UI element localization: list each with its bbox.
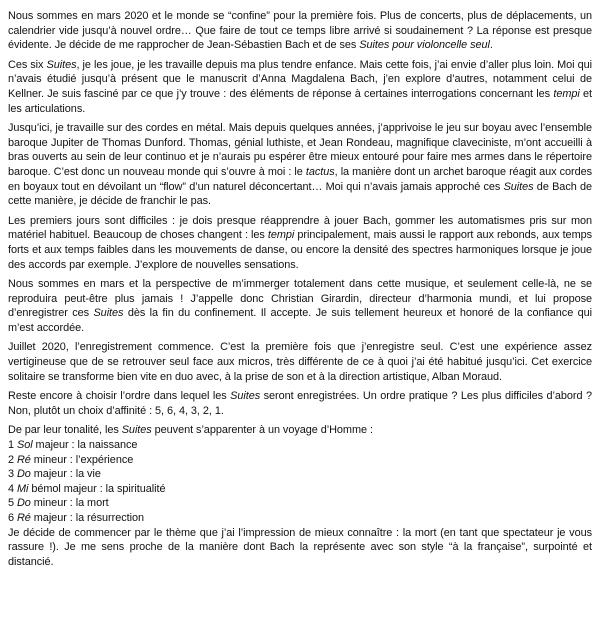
- list-item: [8, 511, 592, 526]
- italic-text: Suites: [46, 58, 77, 71]
- paragraph-5: [8, 277, 592, 335]
- italic-text: Suites: [230, 390, 261, 403]
- text-run: de Bach de cette manière, je décide de franchir le pas.: [8, 180, 593, 208]
- italic-text: Mi: [16, 482, 29, 495]
- text-run: Jusqu’ici, je travaille sur des cordes en métal. Mais depuis quelques années, j’apprivoise le jeu sur boyau avec l’ensemble baroque Jupiter de Thomas Dunford. Thomas, génial luthiste, et Jean Rondeau, magnifique claveciniste, m’ont accueilli à bras ouverts au sein de leur continuo et je n’aurais pu espérer être mieux entouré pour faire mes armes dans le répertoire baroque. C’est donc un nouveau monde qui s’ouvre à moi : le: [8, 122, 592, 178]
- list-intro: [8, 423, 592, 438]
- text-run: 2: [8, 453, 17, 466]
- italic-text: Do: [16, 497, 31, 510]
- body-text: [8, 9, 592, 418]
- italic-text: Suites: [121, 424, 152, 437]
- italic-text: tempi: [553, 87, 580, 100]
- paragraph-7: [8, 389, 592, 418]
- text-run: Je décide de commencer par le thème que j’ai l’impression de mieux connaître : la mort (en tant que spectateur je vous rassure !). Je me sens proche de la manière dont Bach la représente avec son style “à la française”, surpointé et distancié.: [8, 526, 592, 568]
- paragraph-1: [8, 9, 592, 53]
- text-run: majeur : la résurrection: [30, 512, 144, 524]
- text-run: majeur : la vie: [30, 468, 101, 481]
- italic-text: Suites pour violoncelle seul: [359, 39, 490, 52]
- list-item: [8, 453, 592, 468]
- text-run: dès la fin du confinement. Il accepte. Je suis tellement heureux et honoré de la confiance qui m’est accordée.: [8, 307, 592, 334]
- italic-text: Do: [16, 468, 31, 481]
- suite-list: [8, 438, 592, 526]
- text-run: principalement, mais aussi le rapport aux rebonds, aux temps forts et aux temps faibles dans les mouvements de danse, ou encore la densité des spectres harmoniques lorsque je joue des accords par exemple. J’explore de nouvelles sensations.: [8, 229, 592, 271]
- text-run: mineur : la mort: [30, 497, 109, 510]
- text-run: peuvent s’apparenter à un voyage d’Homme :: [151, 424, 373, 437]
- text-run: et les articulations.: [8, 87, 592, 115]
- paragraph-2: [8, 58, 592, 116]
- text-run: mineur : l’expérience: [30, 453, 134, 466]
- text-run: Juillet 2020, l’enregistrement commence. C’est la première fois que j’enregistre seul. C’est une expérience assez vertigineuse que de se retrouver seul face aux micros, très différente de ce à quoi j’ai été habitué jusqu’ici. Cet exercice solitaire se transforme bien vite en duo avec, à la prise de son et à la direction artistique, Alban Moraud.: [8, 341, 592, 383]
- text-run: .: [489, 39, 493, 52]
- list-item: [8, 467, 592, 482]
- italic-text: Ré: [16, 512, 31, 524]
- text-run: 4: [8, 482, 17, 495]
- text-run: 1: [8, 439, 17, 452]
- list-item: [8, 438, 592, 453]
- text-run: De par leur tonalité, les: [8, 424, 122, 437]
- text-run: Ces six: [8, 58, 47, 71]
- text-run: 6: [8, 512, 17, 524]
- text-run: majeur : la naissance: [32, 439, 138, 452]
- text-run: seront enregistrées. Un ordre pratique ? Les plus difficiles d’abord ? Non, plutôt un choix d’affinité : 5, 6, 4, 3, 2, 1.: [8, 390, 593, 417]
- italic-text: tempi: [267, 229, 295, 242]
- text-run: Nous sommes en mars et la perspective de m’immerger totalement dans cette musique, et seulement celle-là, ne se reproduira peut-être plus jamais ! J’appelle donc Christian Girardin, directeur d’harmonia mundi, et lui propose d’enregistrer ces: [8, 278, 592, 320]
- text-run: Reste encore à choisir l’ordre dans lequel les: [8, 390, 231, 403]
- text-run: bémol majeur : la spiritualité: [28, 482, 166, 495]
- text-run: Les premiers jours sont difficiles : je dois presque réapprendre à jouer Bach, gommer les automatismes pris sur mon matériel habituel. Beaucoup de choses changent : les: [8, 214, 592, 242]
- text-run: 3: [8, 468, 17, 481]
- closing-paragraph: [8, 526, 592, 570]
- italic-text: tactus: [305, 165, 335, 178]
- list-item: [8, 496, 592, 511]
- text-run: , la manière dont un archet baroque réagit aux cordes en boyaux tout en dévoilant un “flow” d’un naturel déconcertant… Moi qui n’avais jamais approché ces: [8, 165, 592, 193]
- italic-text: Suites: [503, 180, 534, 193]
- text-run: Nous sommes en mars 2020 et le monde se “confine” pour la première fois. Plus de concerts, plus de déplacements, un calendrier vide jusqu’à nouvel ordre… Que faire de tout ce temps libre arrivé si soudainement ? La réponse est presque évidente. Je décide de me rapprocher de Jean-Sébastien Bach et de ses: [8, 10, 592, 52]
- list-item: [8, 482, 592, 497]
- text-run: , je les joue, je les travaille depuis ma plus tendre enfance. Mais cette fois, j’ai envie d’aller plus loin. Moi qui n’avais étudié jusqu’à présent que le manuscrit d’Anna Magdalena Bach, j’en explore d’autres, notamment celui de Kellner. Je suis fasciné par ce que j’y trouve : des éléments de réponse à certaines interrogations concernant les: [8, 58, 592, 100]
- text-run: 5: [8, 497, 17, 510]
- italic-text: Ré: [16, 453, 31, 466]
- paragraph-3: [8, 121, 592, 209]
- italic-text: Suites: [93, 307, 124, 320]
- italic-text: Sol: [16, 439, 33, 452]
- paragraph-6: [8, 340, 592, 384]
- paragraph-4: [8, 214, 592, 272]
